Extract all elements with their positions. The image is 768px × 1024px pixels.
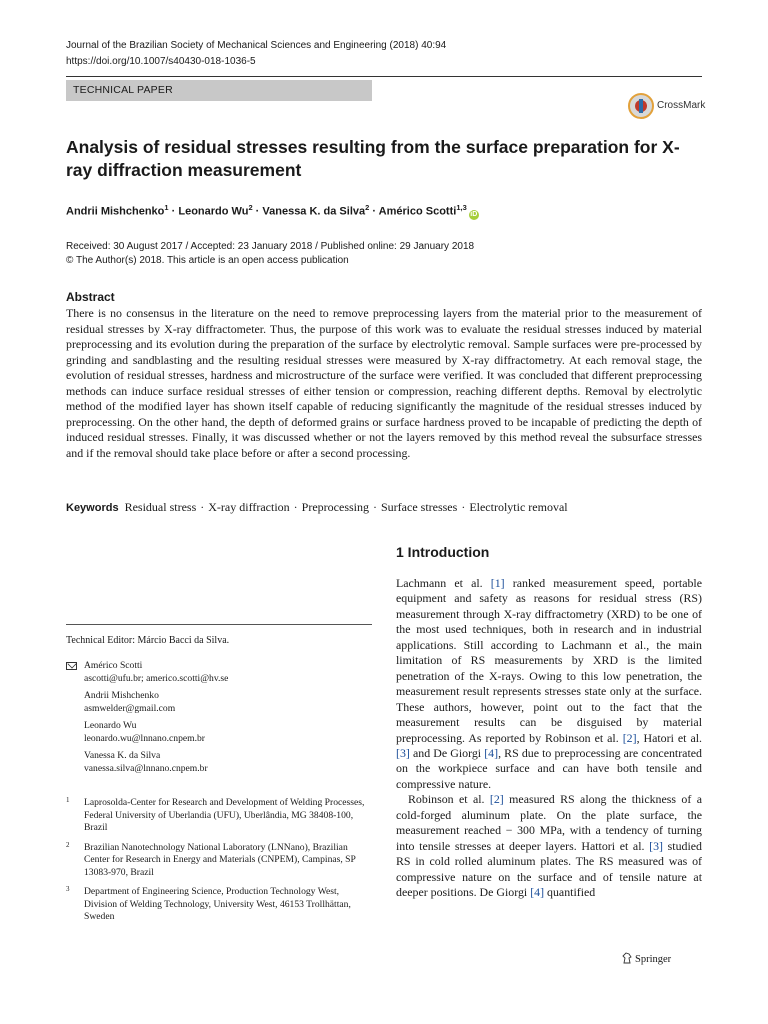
keywords-label: Keywords: [66, 502, 119, 514]
keyword-separator: ·: [461, 500, 466, 514]
contact-email[interactable]: leonardo.wu@lnnano.cnpem.br: [84, 732, 205, 744]
footnote-divider: [66, 624, 372, 625]
citation-link[interactable]: [4]: [484, 745, 499, 760]
introduction-body: [396, 576, 702, 901]
paragraph-text: Robinson et al.: [408, 792, 490, 807]
paragraph: [396, 792, 702, 900]
keyword: Preprocessing: [301, 500, 369, 514]
author-name[interactable]: Leonardo Wu: [178, 205, 249, 218]
contact-name: Andrii Mishchenko: [84, 690, 159, 701]
crossmark-label: CrossMark: [657, 100, 706, 111]
crossmark-button[interactable]: [628, 93, 708, 123]
author-name[interactable]: Américo Scotti: [378, 205, 457, 218]
keyword: X-ray diffraction: [208, 500, 290, 514]
springer-horse-icon: [622, 952, 632, 964]
author-name[interactable]: Vanessa K. da Silva: [262, 205, 366, 218]
abstract-heading: Abstract: [66, 290, 115, 304]
paragraph-text: , Hatori et al.: [636, 730, 702, 745]
affiliation-entry: [66, 842, 372, 880]
citation-link[interactable]: [1]: [490, 576, 505, 590]
section-heading-introduction: 1 Introduction: [396, 544, 490, 560]
section-type-label: TECHNICAL PAPER: [73, 84, 173, 96]
author-list: [66, 203, 479, 220]
doi-link[interactable]: https://doi.org/10.1007/s40430-018-1036-5: [66, 56, 256, 67]
citation-link[interactable]: [2]: [622, 730, 637, 745]
paragraph-text: ranked measurement speed, portable equipment and safety as reasons for residual stress (RS) measurement through X-ray diffractometry (XRD) to be one of the most used techniques, both in research and in industrial applications. Still according to Lachmann et al., the main limitation of RS measurements by XRD is the limited penetration of the X-rays. Owing to this low penetration, the measurement result represents stresses state only at the surface. These authors, however, point out to the fact that the measurement results can be disguised by material preprocessing. As reported by Robinson et al.: [396, 576, 703, 745]
keywords-line: [66, 500, 702, 515]
paragraph-text: and De Giorgi: [409, 745, 485, 760]
technical-editor-note: Technical Editor: Márcio Bacci da Silva.: [66, 635, 230, 646]
contact-entry: [66, 750, 372, 775]
paper-title: Analysis of residual stresses resulting from the surface preparation for X-ray diffraction measurement: [66, 137, 680, 180]
contact-name: Leonardo Wu: [84, 720, 137, 731]
contact-email[interactable]: ascotti@ufu.br; americo.scotti@hv.se: [84, 672, 229, 684]
author-name[interactable]: Andrii Mishchenko: [66, 205, 165, 218]
affiliation-entry: [66, 797, 372, 835]
author-separator: ·: [369, 205, 379, 218]
paragraph-text: studied RS in cold rolled aluminum plates. The RS measured was of compressive nature on the surface and of tensile nature at deeper positions. De Giorgi: [396, 838, 702, 900]
author-contacts: [66, 660, 372, 780]
author-separator: ·: [252, 205, 263, 218]
citation-link[interactable]: [4]: [530, 885, 545, 900]
paragraph-text: quantified: [544, 885, 596, 900]
citation-link[interactable]: [3]: [396, 745, 410, 760]
keyword-separator: ·: [293, 500, 298, 514]
affiliation-number: 3: [66, 885, 70, 893]
envelope-icon: [66, 662, 77, 670]
contact-name: Américo Scotti: [84, 660, 143, 671]
affiliation-list: [66, 797, 372, 931]
author-affiliation-mark: 2: [365, 203, 370, 212]
keyword: Residual stress: [124, 500, 197, 514]
keyword: Surface stresses: [381, 500, 458, 514]
author-affiliation-mark: 2: [248, 203, 253, 212]
citation-link[interactable]: [3]: [649, 838, 663, 853]
publisher-name: Springer: [635, 954, 672, 965]
author-affiliation-mark: 1,3: [456, 203, 467, 212]
paragraph-text: , RS due to preprocessing are concentrated on the workpiece surface and can have both tensile and compressive nature.: [396, 745, 702, 791]
orcid-icon[interactable]: iD: [470, 210, 478, 218]
citation-link[interactable]: [2]: [489, 792, 504, 807]
journal-citation: Journal of the Brazilian Society of Mechanical Sciences and Engineering (2018) 40:94: [66, 40, 447, 51]
section-type-band: [66, 80, 372, 101]
keyword-separator: ·: [200, 500, 205, 514]
keyword: Electrolytic removal: [469, 500, 568, 514]
keyword-separator: ·: [373, 500, 377, 514]
license-statement: © The Author(s) 2018. This article is an open access publication: [66, 255, 349, 266]
paragraph: [396, 576, 702, 792]
paragraph-text: measured RS along the thickness of a cold-forged aluminum plate. On the plate surface, the measurement reached − 300 MPa, with a tendency of turning into tensile stresses at deeper layers. Hattori et al.: [396, 792, 702, 853]
publication-dates: Received: 30 August 2017 / Accepted: 23 January 2018 / Published online: 29 January 2018: [66, 241, 475, 252]
contact-entry: [66, 660, 372, 685]
contact-name: Vanessa K. da Silva: [84, 750, 161, 761]
header-divider: [66, 76, 702, 77]
contact-entry: [66, 690, 372, 715]
contact-email[interactable]: vanessa.silva@lnnano.cnpem.br: [84, 762, 208, 774]
affiliation-text: Brazilian Nanotechnology National Laboratory (LNNano), Brazilian Center for Research in Energy and Materials (CNPEM), Campinas, SP 13083-970, Brazil: [84, 841, 356, 878]
author-affiliation-mark: 1: [164, 203, 169, 212]
crossmark-icon: [628, 93, 654, 119]
author-separator: ·: [168, 205, 179, 218]
publisher-mark: [622, 952, 671, 965]
affiliation-text: Department of Engineering Science, Production Technology West, Division of Welding Technology, University West, 46153 Trollhättan, Sweden: [84, 886, 351, 922]
contact-email[interactable]: asmwelder@gmail.com: [84, 702, 176, 714]
affiliation-text: Laprosolda-Center for Research and Development of Welding Processes, Federal University of Uberlandia (UFU), Uberlândia, MG 38408-100, Brazil: [84, 797, 365, 833]
affiliation-number: 2: [66, 840, 70, 849]
contact-entry: [66, 720, 372, 745]
affiliation-entry: [66, 886, 372, 924]
affiliation-number: 1: [66, 796, 70, 804]
abstract-text: There is no consensus in the literature on the need to remove preprocessing layers from the material prior to the measurement of residual stresses by X-ray diffractometer. Thus, the purpose of this work was to evaluate the residual stresses induced by material preprocessing and its evolution during the preparation of the surface by electrolytic removal. Sample surfaces were pre-processed by grinding and sandblasting and the resulting residual stresses were measured by X-ray diffractometry. At each removal stage, the evolution of residual stresses, hardness and microstructure of the surface were verified. It was concluded that different preprocessing methods can induce surface residual stresses of either tension or compression, reaching different depths. Removal by electrolytic method of the modified layer has shown itself capable of reducing significantly the magnitude of the residual stresses induced by preprocessing. On the other hand, the depth of deformed grains or surface hardness proved to be incapable of predicting the depth of induced residual stresses. Finally, it was discussed whether or not the layers removed by this method reveal the subsurface stresses and if the removal should take place before or after a second processing.: [66, 306, 702, 460]
paragraph-text: Lachmann et al.: [396, 576, 491, 590]
